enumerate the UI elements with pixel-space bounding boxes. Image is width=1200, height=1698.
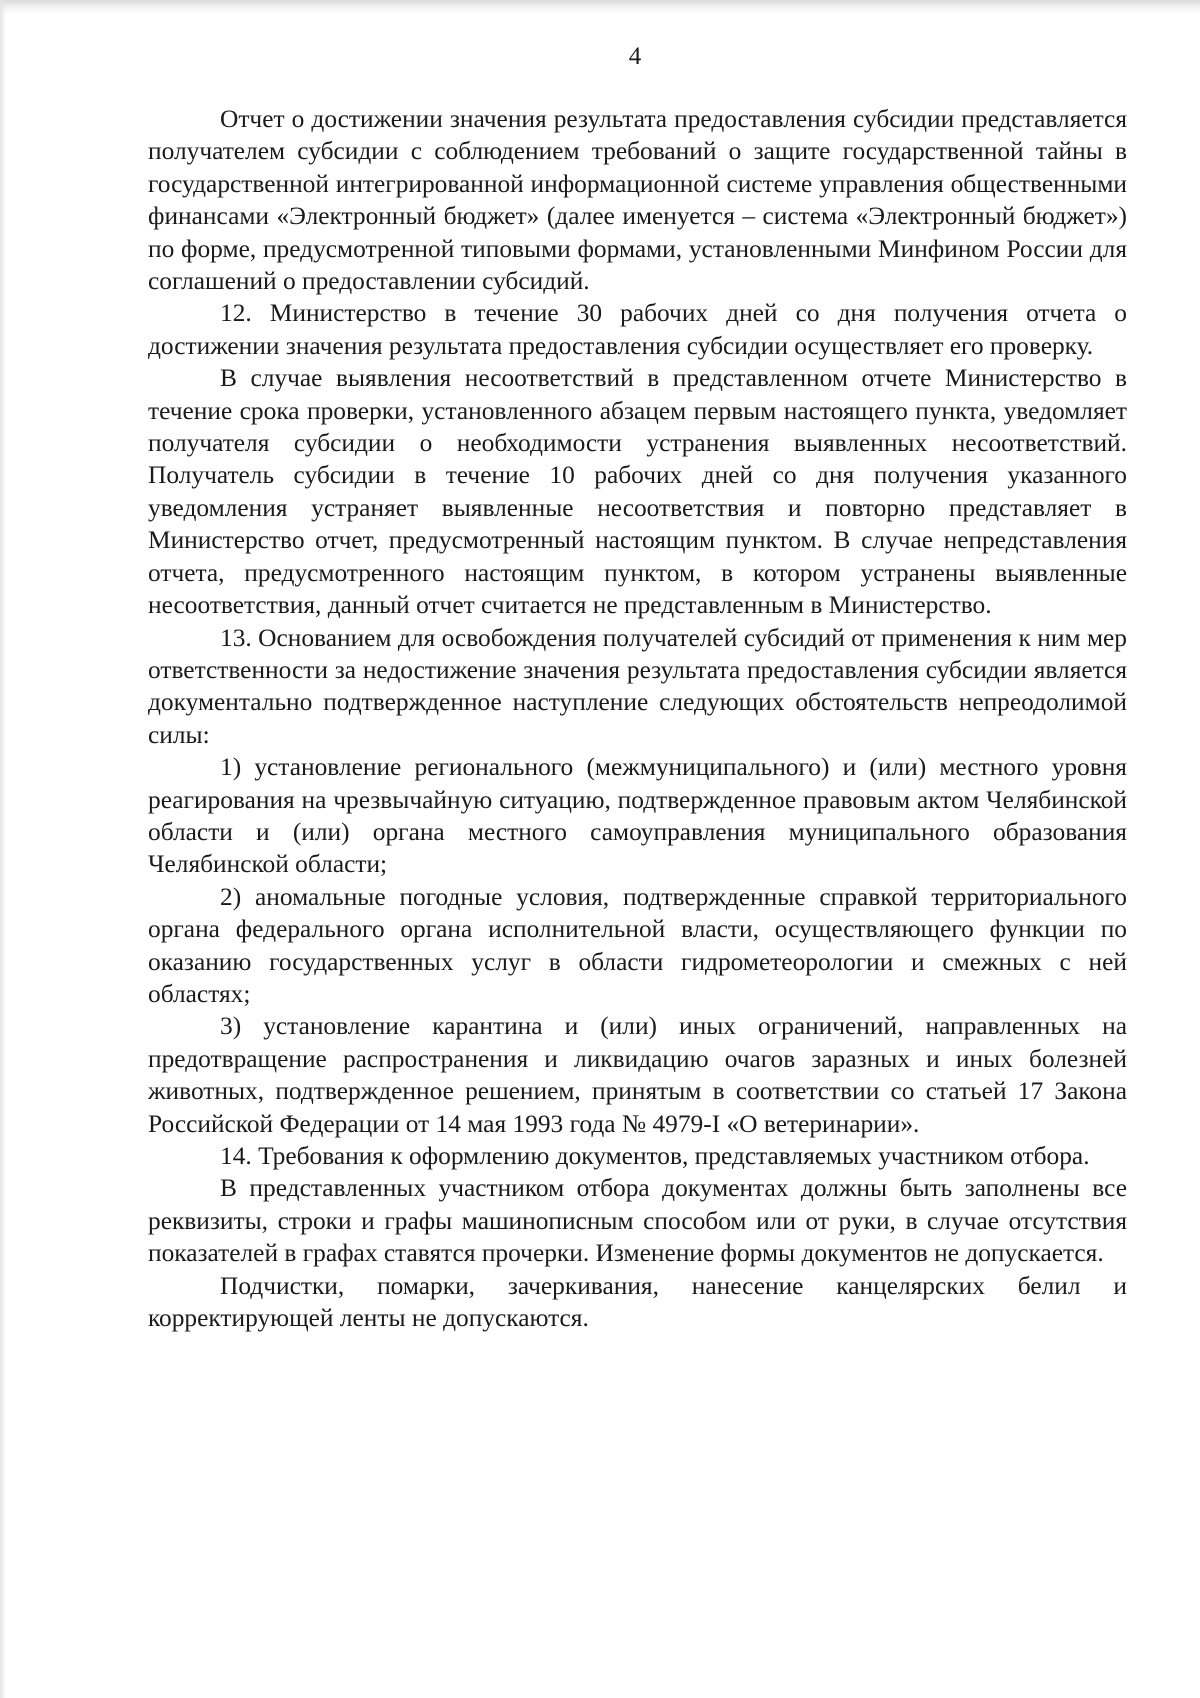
scan-left-edge xyxy=(0,0,6,1698)
paragraph-item-13: 13. Основанием для освобождения получателей субсидий от применения к ним мер ответственности за недостижение значения результата предоставления субсидии является документально подтвержденное наступление следующих обстоятельств непреодолимой силы: xyxy=(148,623,1127,749)
paragraph-no-corrections: Подчистки, помарки, зачеркивания, нанесение канцелярских белил и корректирующей ленты не допускаются. xyxy=(148,1271,1127,1333)
page-number: 4 xyxy=(628,43,642,70)
document-body xyxy=(148,103,1127,1334)
paragraph-subitem-1: 1) установление регионального (межмуниципального) и (или) местного уровня реагирования на чрезвычайную ситуацию, подтвержденное правовым актом Челябинской области и (или) органа местного самоуправления муниципального образования Челябинской области; xyxy=(148,753,1127,879)
paragraph-subitem-2: 2) аномальные погодные условия, подтвержденные справкой территориального органа федерального органа исполнительной власти, осуществляющего функции по оказанию государственных услуг в области гидрометеорологии и смежных с ней областях; xyxy=(148,882,1127,1008)
paragraph-item-14: 14. Требования к оформлению документов, представляемых участником отбора. xyxy=(220,1142,1090,1170)
paragraph-report-submission: Отчет о достижении значения результата предоставления субсидии представляется получателем субсидии с соблюдением требований о защите государственной тайны в государственной интегрированной информационной системе управления общественными финансами «Электронный бюджет» (далее именуется – система «Электронный бюджет») по форме, предусмотренной типовыми формами, установленными Минфином России для соглашений о предоставлении субсидий. xyxy=(148,105,1127,296)
paragraph-item-12: 12. Министерство в течение 30 рабочих дней со дня получения отчета о достижении значения результата предоставления субсидии осуществляет его проверку. xyxy=(148,299,1127,360)
paragraph-document-requirements: В представленных участником отбора документах должны быть заполнены все реквизиты, строки и графы машинописным способом или от руки, в случае отсутствия показателей в графах ставятся прочерки. Изменение формы документов не допускается. xyxy=(148,1174,1127,1268)
paragraph-discrepancies: В случае выявления несоответствий в представленном отчете Министерство в течение срока проверки, установленного абзацем первым настоящего пункта, уведомляет получателя субсидии о необходимости устранения выявленных несоответствий. Получатель субсидии в течение 10 рабочих дней со дня получения указанного уведомления устраняет выявленные несоответствия и повторно представляет в Министерство отчет, предусмотренный настоящим пунктом. В случае непредставления отчета, предусмотренного настоящим пунктом, в котором устранены выявленные несоответствия, данный отчет считается не представленным в Министерство. xyxy=(148,364,1127,620)
scan-top-edge xyxy=(0,0,1200,14)
paragraph-subitem-3: 3) установление карантина и (или) иных ограничений, направленных на предотвращение распространения и ликвидацию очагов заразных и иных болезней животных, подтвержденное решением, принятым в соответствии со статьей 17 Закона Российской Федерации от 14 мая 1993 года № 4979-I «О ветеринарии». xyxy=(148,1012,1127,1138)
